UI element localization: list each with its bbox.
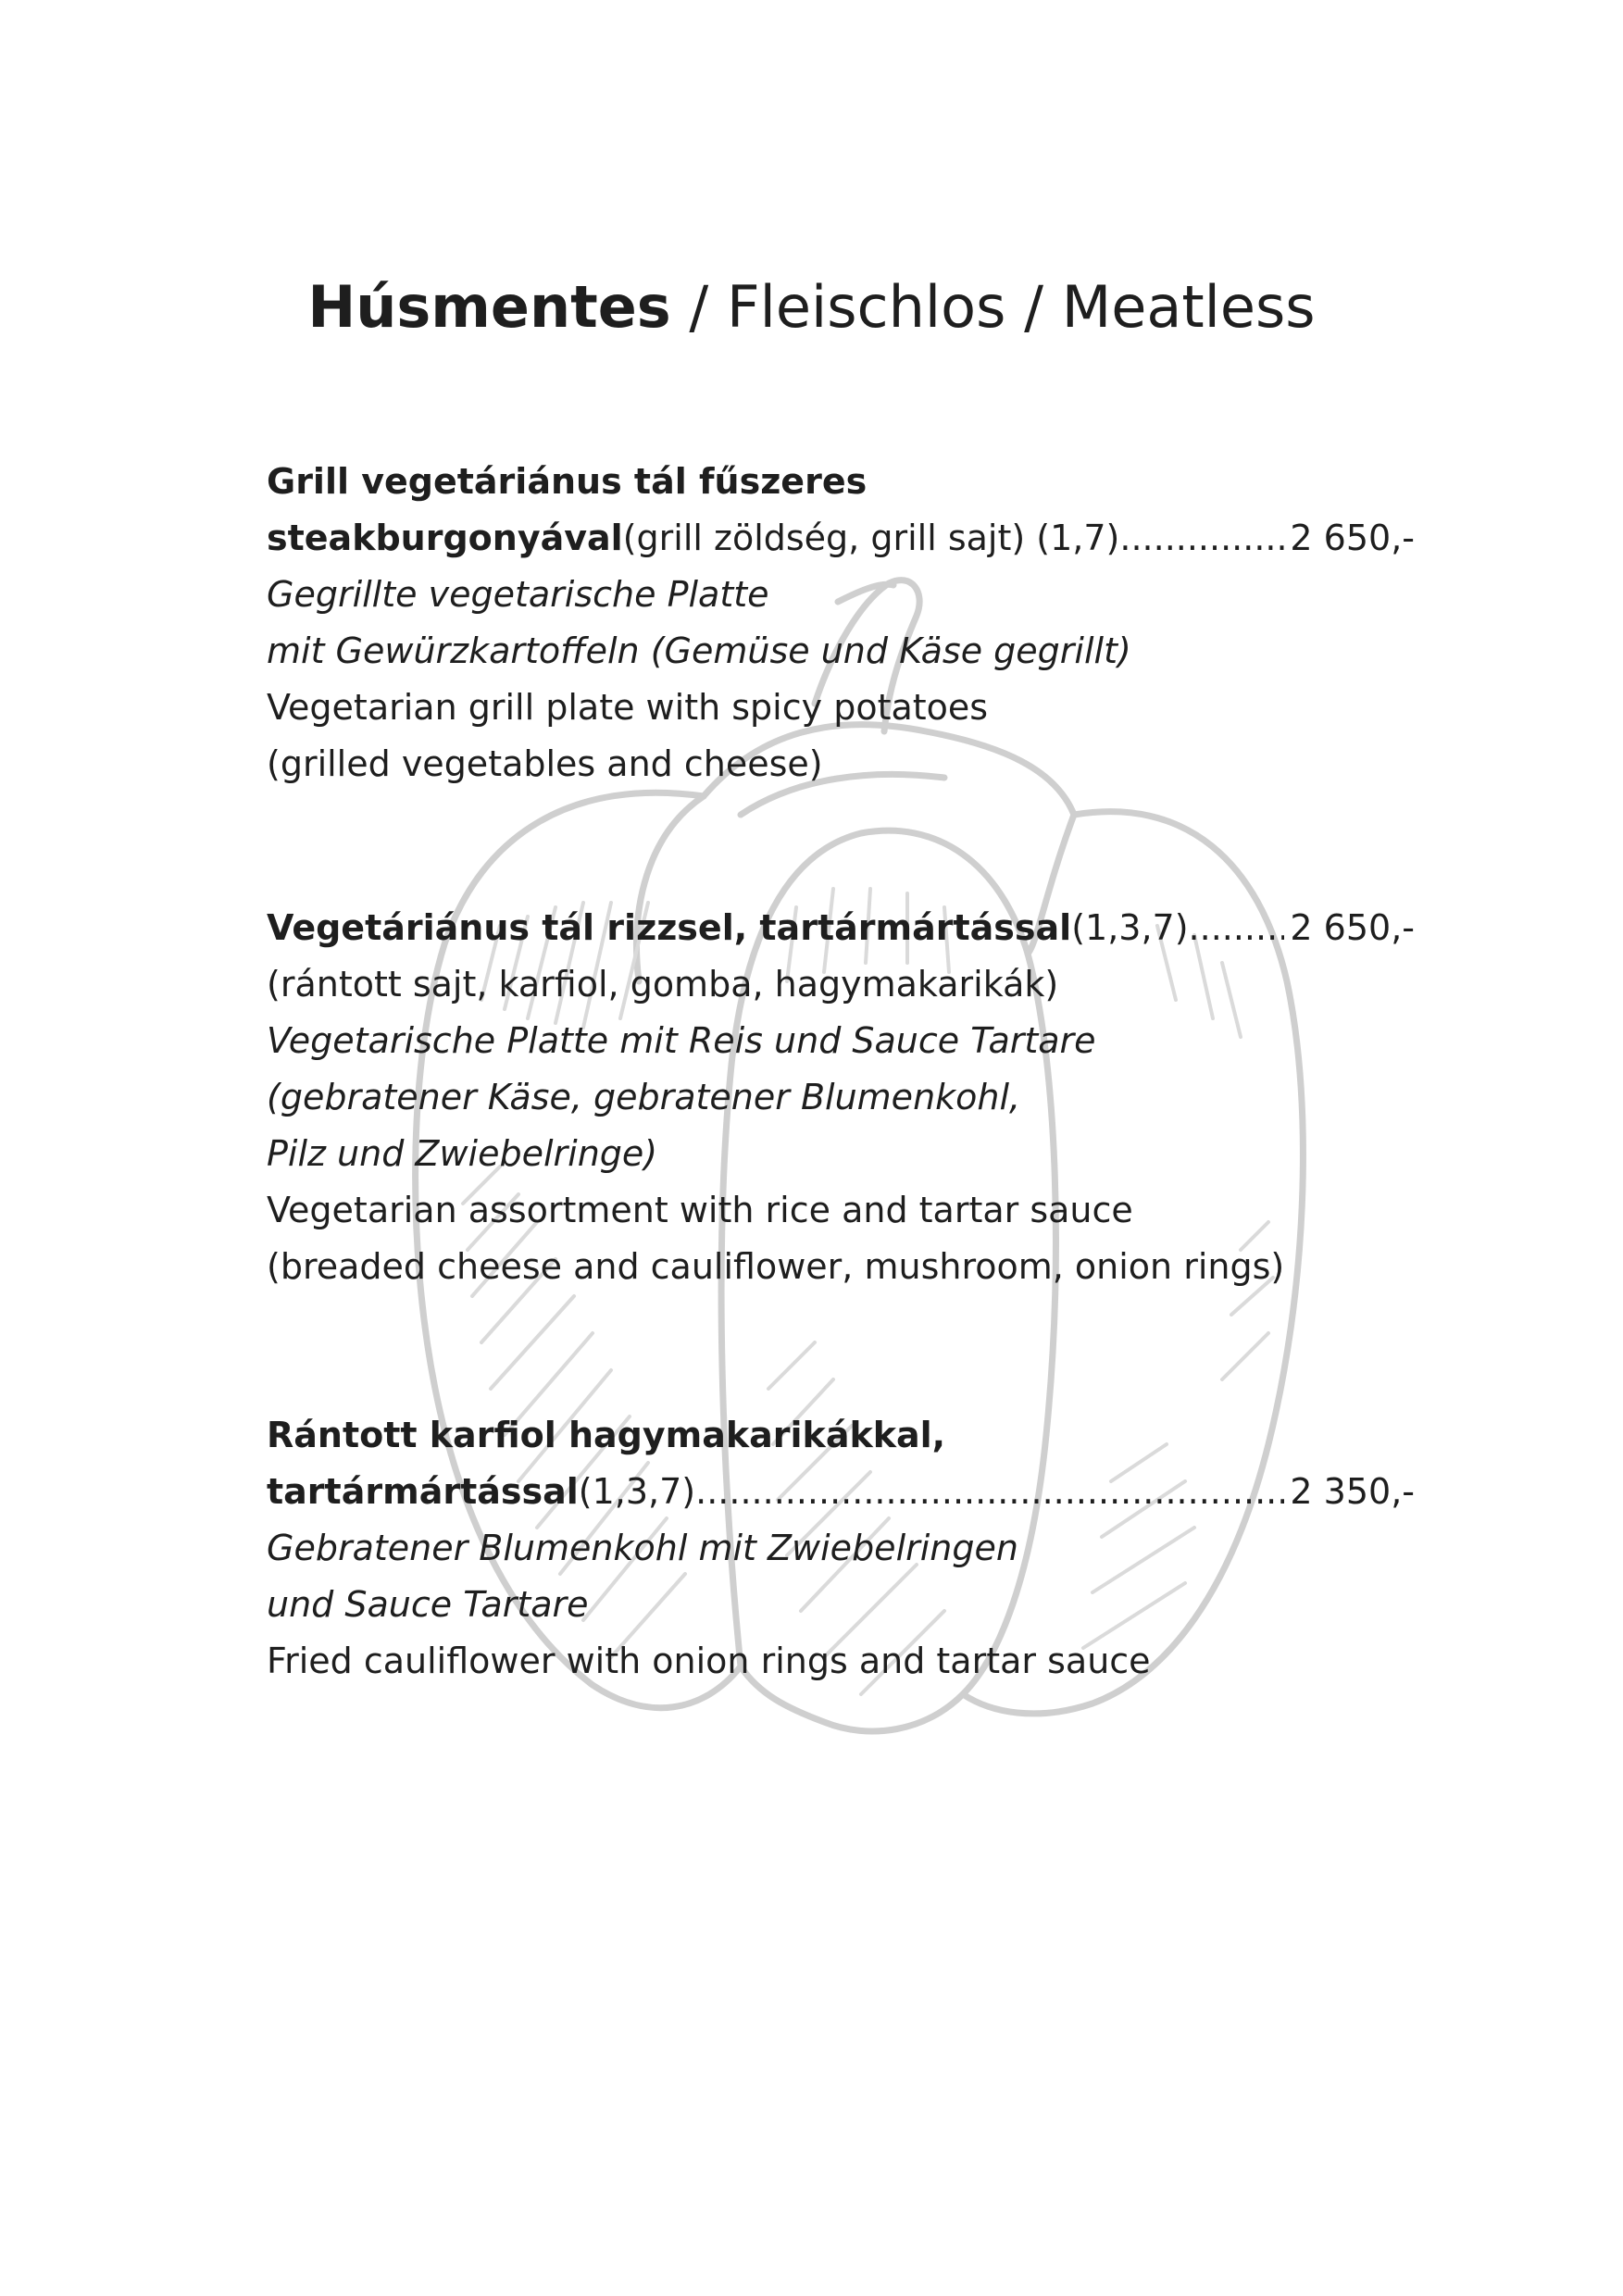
item-name: tartármártással (267, 1471, 579, 1512)
dot-leader (1189, 900, 1285, 956)
title-hungarian: Húsmentes (307, 273, 671, 341)
item-german: Gegrillte vegetarische Platte (267, 574, 769, 615)
item-name: Rántott karfiol hagymakarikákkal, (267, 1415, 946, 1455)
item-german: (gebratener Käse, gebratener Blumenkohl, (267, 1077, 1021, 1117)
dot-leader (1119, 510, 1284, 567)
item-english: (grilled vegetables and cheese) (267, 743, 823, 784)
menu-item (267, 900, 1424, 1295)
item-english: Vegetarian grill plate with spicy potatoes (267, 687, 989, 728)
menu-item (267, 1407, 1424, 1690)
item-price: 2 650,- (1290, 518, 1415, 558)
item-english: Fried cauliflower with onion rings and tartar sauce (267, 1641, 1151, 1681)
item-english: Vegetarian assortment with rice and tartar sauce (267, 1190, 1133, 1230)
page-title (0, 270, 1623, 344)
item-german: mit Gewürzkartoffeln (Gemüse und Käse gegrillt) (267, 630, 1131, 671)
item-hungarian-detail: (rántott sajt, karfiol, gomba, hagymakarikák) (267, 964, 1059, 1004)
item-german: Pilz und Zwiebelringe) (267, 1133, 658, 1174)
item-name: steakburgonyával (267, 518, 623, 558)
item-detail: (grill zöldség, grill sajt) (1,7) (622, 518, 1120, 558)
item-name: Grill vegetáriánus tál fűszeres (267, 461, 868, 502)
item-price-line (267, 510, 1415, 567)
item-price-line (267, 1464, 1415, 1520)
title-translations: / Fleischlos / Meatless (670, 273, 1316, 341)
item-price: 2 350,- (1290, 1471, 1415, 1512)
item-name: Vegetáriánus tál rizzsel, tartármártással (267, 907, 1072, 948)
dot-leader (695, 1464, 1284, 1520)
item-german: Vegetarische Platte mit Reis und Sauce Tartare (267, 1020, 1096, 1061)
item-detail: (1,3,7) (578, 1471, 696, 1512)
item-price: 2 650,- (1290, 907, 1415, 948)
item-detail: (1,3,7) (1071, 907, 1189, 948)
menu-item (267, 454, 1424, 792)
item-price-line (267, 900, 1415, 956)
item-english: (breaded cheese and cauliflower, mushroom, onion rings) (267, 1246, 1285, 1287)
item-german: und Sauce Tartare (267, 1584, 589, 1625)
item-german: Gebratener Blumenkohl mit Zwiebelringen (267, 1528, 1018, 1568)
